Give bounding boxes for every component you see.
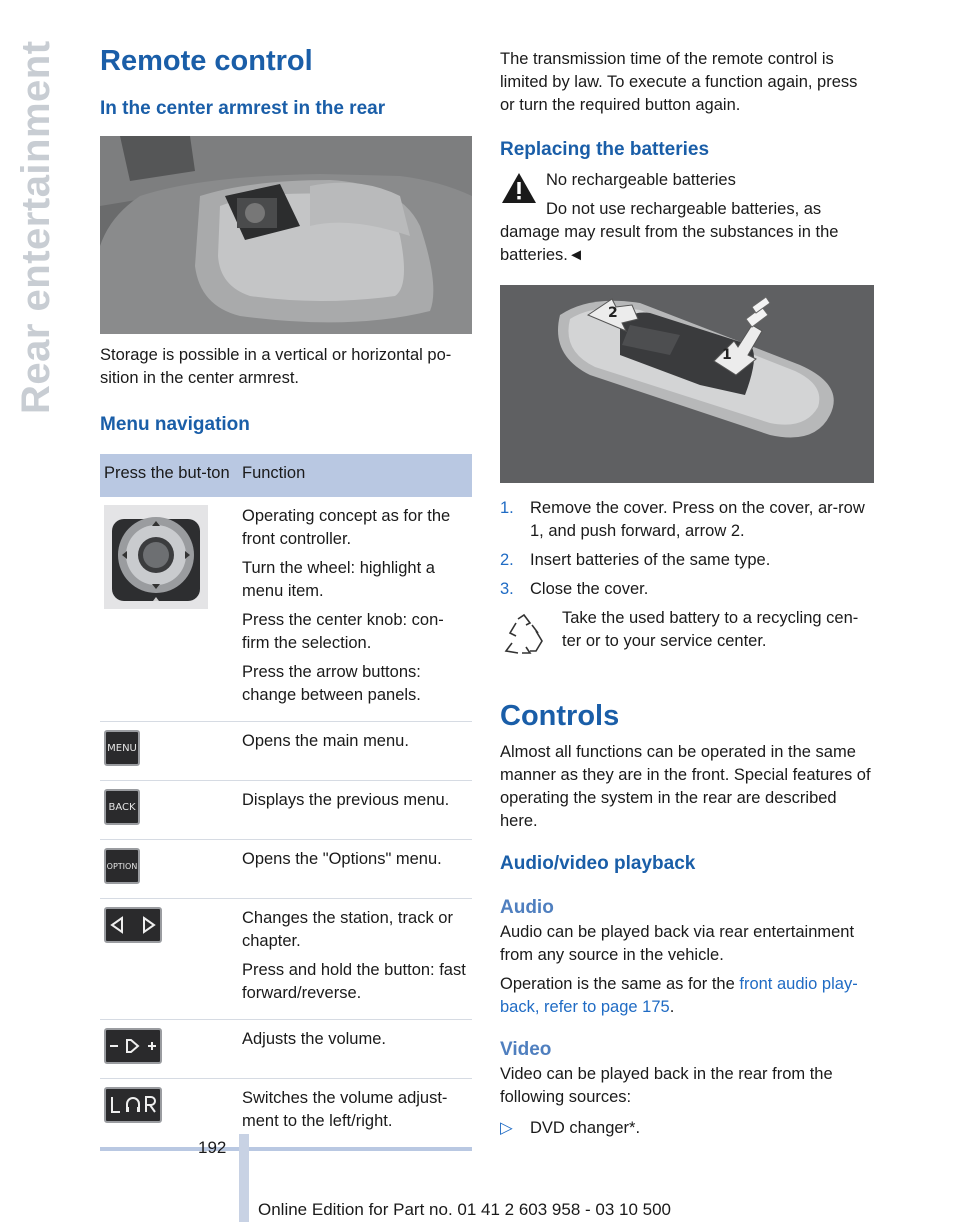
- function-text: Press the center knob: con-firm the selection.: [242, 611, 444, 652]
- audio-operation-paragraph: Operation is the same as for the front audio play-back, refer to page 175.: [500, 975, 858, 1016]
- table-row: [100, 1020, 472, 1079]
- armrest-photo: [100, 136, 472, 334]
- button-function-table: [100, 454, 472, 1151]
- table-row: [100, 781, 472, 840]
- column-header-button: Press the but-ton: [100, 454, 238, 497]
- function-text: Turn the wheel: highlight a menu item.: [242, 559, 435, 600]
- function-text: Changes the station, track or chapter.: [242, 909, 453, 950]
- armrest-subheading: In the center armrest in the rear: [100, 98, 386, 119]
- list-item: 1. Remove the cover. Press on the cover, ar-row 1, and push forward, arrow 2.: [500, 499, 865, 540]
- audio-heading: Audio: [500, 897, 554, 918]
- remote-control-heading: Remote control: [100, 45, 313, 77]
- volume-button-icon: [104, 1028, 162, 1064]
- audio-video-heading: Audio/video playback: [500, 853, 696, 874]
- table-row: [100, 722, 472, 781]
- controls-paragraph: Almost all functions can be operated in the same manner as they are in the front. Special features of operating the system in the rear are described here.: [500, 743, 871, 830]
- function-text: Displays the previous menu.: [242, 791, 450, 809]
- controls-heading: Controls: [500, 700, 620, 732]
- recycle-note: [500, 607, 874, 667]
- audio-paragraph: Audio can be played back via rear entertainment from any source in the vehicle.: [500, 923, 855, 964]
- recycle-text: Take the used battery to a recycling cen-ter or to your service center.: [562, 609, 859, 650]
- table-row: [100, 497, 472, 722]
- back-button-icon: BACK: [104, 789, 140, 825]
- recycle-icon: [502, 613, 546, 657]
- video-heading: Video: [500, 1039, 552, 1060]
- footer-divider: [239, 1134, 249, 1222]
- controller-knob-icon: [104, 505, 208, 609]
- function-text: Press and hold the button: fast forward/reverse.: [242, 961, 466, 1002]
- function-text: Opens the "Options" menu.: [242, 850, 442, 868]
- function-text: Opens the main menu.: [242, 732, 409, 750]
- function-text: Operating concept as for the front controller.: [242, 507, 451, 548]
- warning-title: No rechargeable batteries: [546, 171, 736, 189]
- table-row: [100, 1079, 472, 1150]
- right-column: [500, 48, 874, 1140]
- page-number: 192: [198, 1138, 227, 1157]
- arrow-2-label: 2: [608, 305, 618, 321]
- left-column: [100, 42, 472, 1151]
- arrow-1-label: 1: [722, 347, 732, 363]
- replacing-batteries-heading: Replacing the batteries: [500, 139, 710, 160]
- edition-footer: Online Edition for Part no. 01 41 2 603 958 - 03 10 500: [258, 1200, 672, 1219]
- warning-triangle-icon: [500, 171, 538, 205]
- steps-list: [500, 497, 874, 601]
- column-header-function: Function: [238, 454, 472, 497]
- option-button-icon: OPTION: [104, 848, 140, 884]
- list-item: 3. Close the cover.: [500, 580, 649, 598]
- sidebar-chapter-title: Rear entertainment: [14, 40, 58, 414]
- list-item: ▷ DVD changer*.: [500, 1117, 874, 1140]
- storage-paragraph: Storage is possible in a vertical or horizontal po-sition in the center armrest.: [100, 346, 452, 387]
- table-header-row: [100, 454, 472, 497]
- menu-navigation-heading: Menu navigation: [100, 414, 250, 435]
- warning-text: Do not use rechargeable batteries, as damage may result from the substances in the batteries.◄: [500, 200, 839, 264]
- transmission-paragraph: The transmission time of the remote control is limited by law. To execute a function again, press or turn the required button again.: [500, 50, 858, 114]
- function-text: Adjusts the volume.: [242, 1030, 386, 1048]
- battery-cover-photo: [500, 285, 874, 483]
- list-item: 2. Insert batteries of the same type.: [500, 551, 771, 569]
- table-row: [100, 899, 472, 1020]
- menu-button-icon: MENU: [104, 730, 140, 766]
- prev-next-button-icon: [104, 907, 162, 943]
- table-row: [100, 840, 472, 899]
- bullet-arrow-icon: ▷: [500, 1119, 513, 1137]
- video-paragraph: Video can be played back in the rear from the following sources:: [500, 1065, 833, 1106]
- function-text: Switches the volume adjust-ment to the left/right.: [242, 1089, 448, 1130]
- warning-block: [500, 169, 874, 267]
- remote-battery-illustration: [500, 285, 874, 483]
- armrest-illustration: [100, 136, 472, 334]
- front-audio-playback-link[interactable]: front audio play-back, refer to page 175: [500, 975, 858, 1016]
- left-right-balance-button-icon: [104, 1087, 162, 1123]
- function-text: Press the arrow buttons: change between panels.: [242, 663, 421, 704]
